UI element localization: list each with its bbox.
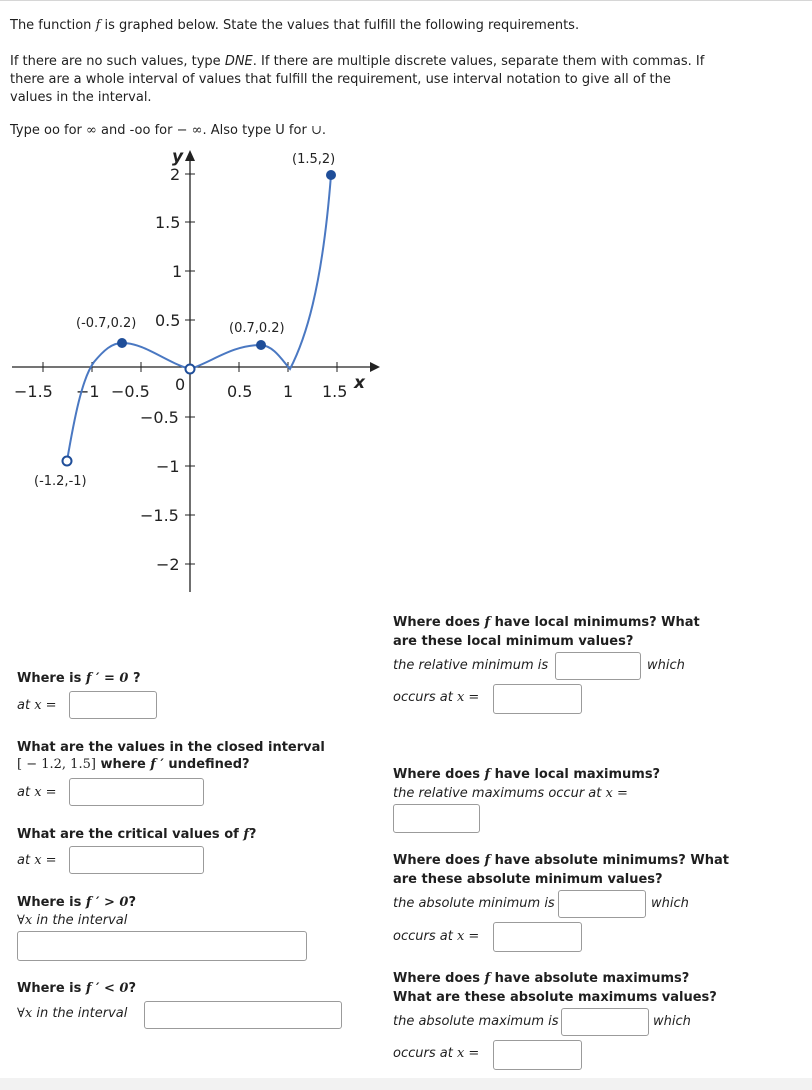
x-tick-label: −0.5 [111, 382, 150, 401]
q1-input[interactable] [69, 691, 157, 719]
q5-input[interactable] [144, 1001, 342, 1029]
y-tick-label: −2 [156, 555, 180, 574]
q4-label: Where is f ′ > 0? [17, 895, 136, 910]
point-label-left-end: (-1.2,-1) [34, 474, 87, 489]
intro-line-3: there are a whole interval of values that fulfill the requirement, use interval notation to give all of the [10, 72, 671, 87]
amin-which-label: which [651, 896, 689, 911]
amax-value-input[interactable] [561, 1008, 649, 1036]
lmin-x-input[interactable] [493, 684, 582, 714]
top-divider [0, 0, 812, 1]
point-label-left-max: (-0.7,0.2) [76, 316, 137, 331]
y-tick-label: −1 [156, 457, 180, 476]
x-tick-label: −1.5 [14, 382, 53, 401]
y-axis-label: y [172, 147, 184, 167]
amin-x-input[interactable] [493, 922, 582, 952]
x-tick-label: 0.5 [227, 382, 253, 401]
x-axis-arrow [370, 362, 380, 372]
local-max-point [117, 338, 127, 348]
y-axis-arrow [185, 150, 195, 161]
q5-interval-label: ∀x in the interval [17, 1006, 128, 1021]
x-tick-label: −1 [76, 382, 100, 401]
amax-question-line1: Where does f have absolute maximums? [393, 971, 690, 986]
y-tick-label: −1.5 [140, 506, 179, 525]
amin-value-label: the absolute minimum is [393, 896, 555, 911]
bottom-edge [0, 1078, 812, 1090]
y-tick-label: 1 [172, 262, 183, 281]
lmin-which-label: which [647, 658, 685, 673]
q2-at-label: at x = [17, 785, 57, 800]
lmin-value-label: the relative minimum is [393, 658, 549, 673]
local-max-point [256, 340, 266, 350]
q3-input[interactable] [69, 846, 204, 874]
amax-question-line2: What are these absolute maximums values? [393, 990, 717, 1005]
origin-label: 0 [175, 375, 186, 394]
amax-occurs-label: occurs at x = [393, 1046, 480, 1061]
lmin-occurs-label: occurs at x = [393, 690, 480, 705]
amax-which-label: which [653, 1014, 691, 1029]
lmax-question: Where does f have local maximums? [393, 767, 661, 782]
lmin-value-input[interactable] [555, 652, 641, 680]
endpoint-open [63, 457, 72, 466]
open-point-origin [186, 365, 195, 374]
intro-line-5: Type oo for ∞ and -oo for − ∞. Also type U for ∪. [10, 123, 326, 138]
q3-at-label: at x = [17, 853, 57, 868]
x-tick-label: 1.5 [322, 382, 348, 401]
intro-line-1: The function f is graphed below. State the values that fulfill the following requirements. [10, 18, 580, 33]
y-tick-label: 0.5 [155, 311, 181, 330]
q4-interval-label: ∀x in the interval [17, 913, 128, 928]
lmin-question-line1: Where does f have local minimums? What [393, 615, 700, 630]
q4-input[interactable] [17, 931, 307, 961]
intro-line-4: values in the interval. [10, 90, 152, 105]
function-graph [0, 140, 380, 600]
y-tick-label: 1.5 [155, 213, 181, 232]
y-tick-label: −0.5 [140, 408, 179, 427]
amin-question-line1: Where does f have absolute minimums? What [393, 853, 729, 868]
amin-question-line2: are these absolute minimum values? [393, 872, 663, 887]
amin-occurs-label: occurs at x = [393, 929, 480, 944]
q3-label: What are the critical values of f? [17, 827, 257, 842]
point-label-top-right: (1.5,2) [292, 152, 336, 167]
lmax-x-input[interactable] [393, 804, 480, 833]
lmin-question-line2: are these local minimum values? [393, 634, 634, 649]
q2-input[interactable] [69, 778, 204, 806]
amax-value-label: the absolute maximum is [393, 1014, 559, 1029]
endpoint-closed [326, 170, 336, 180]
x-axis-label: x [354, 373, 365, 393]
q1-label: Where is f ′ = 0 ? [17, 671, 141, 686]
q2-label-line2: [ − 1.2, 1.5] where f ′ undefined? [17, 757, 250, 772]
q5-label: Where is f ′ < 0? [17, 981, 136, 996]
lmax-occur-label: the relative maximums occur at x = [393, 786, 628, 801]
q2-label-line1: What are the values in the closed interval [17, 740, 325, 755]
point-label-right-max: (0.7,0.2) [229, 321, 285, 336]
amax-x-input[interactable] [493, 1040, 582, 1070]
x-tick-label: 1 [283, 382, 294, 401]
amin-value-input[interactable] [558, 890, 646, 918]
y-tick-label: 2 [170, 165, 181, 184]
intro-line-2: If there are no such values, type DNE. If there are multiple discrete values, separate them with commas. If [10, 54, 705, 69]
q1-at-label: at x = [17, 698, 57, 713]
